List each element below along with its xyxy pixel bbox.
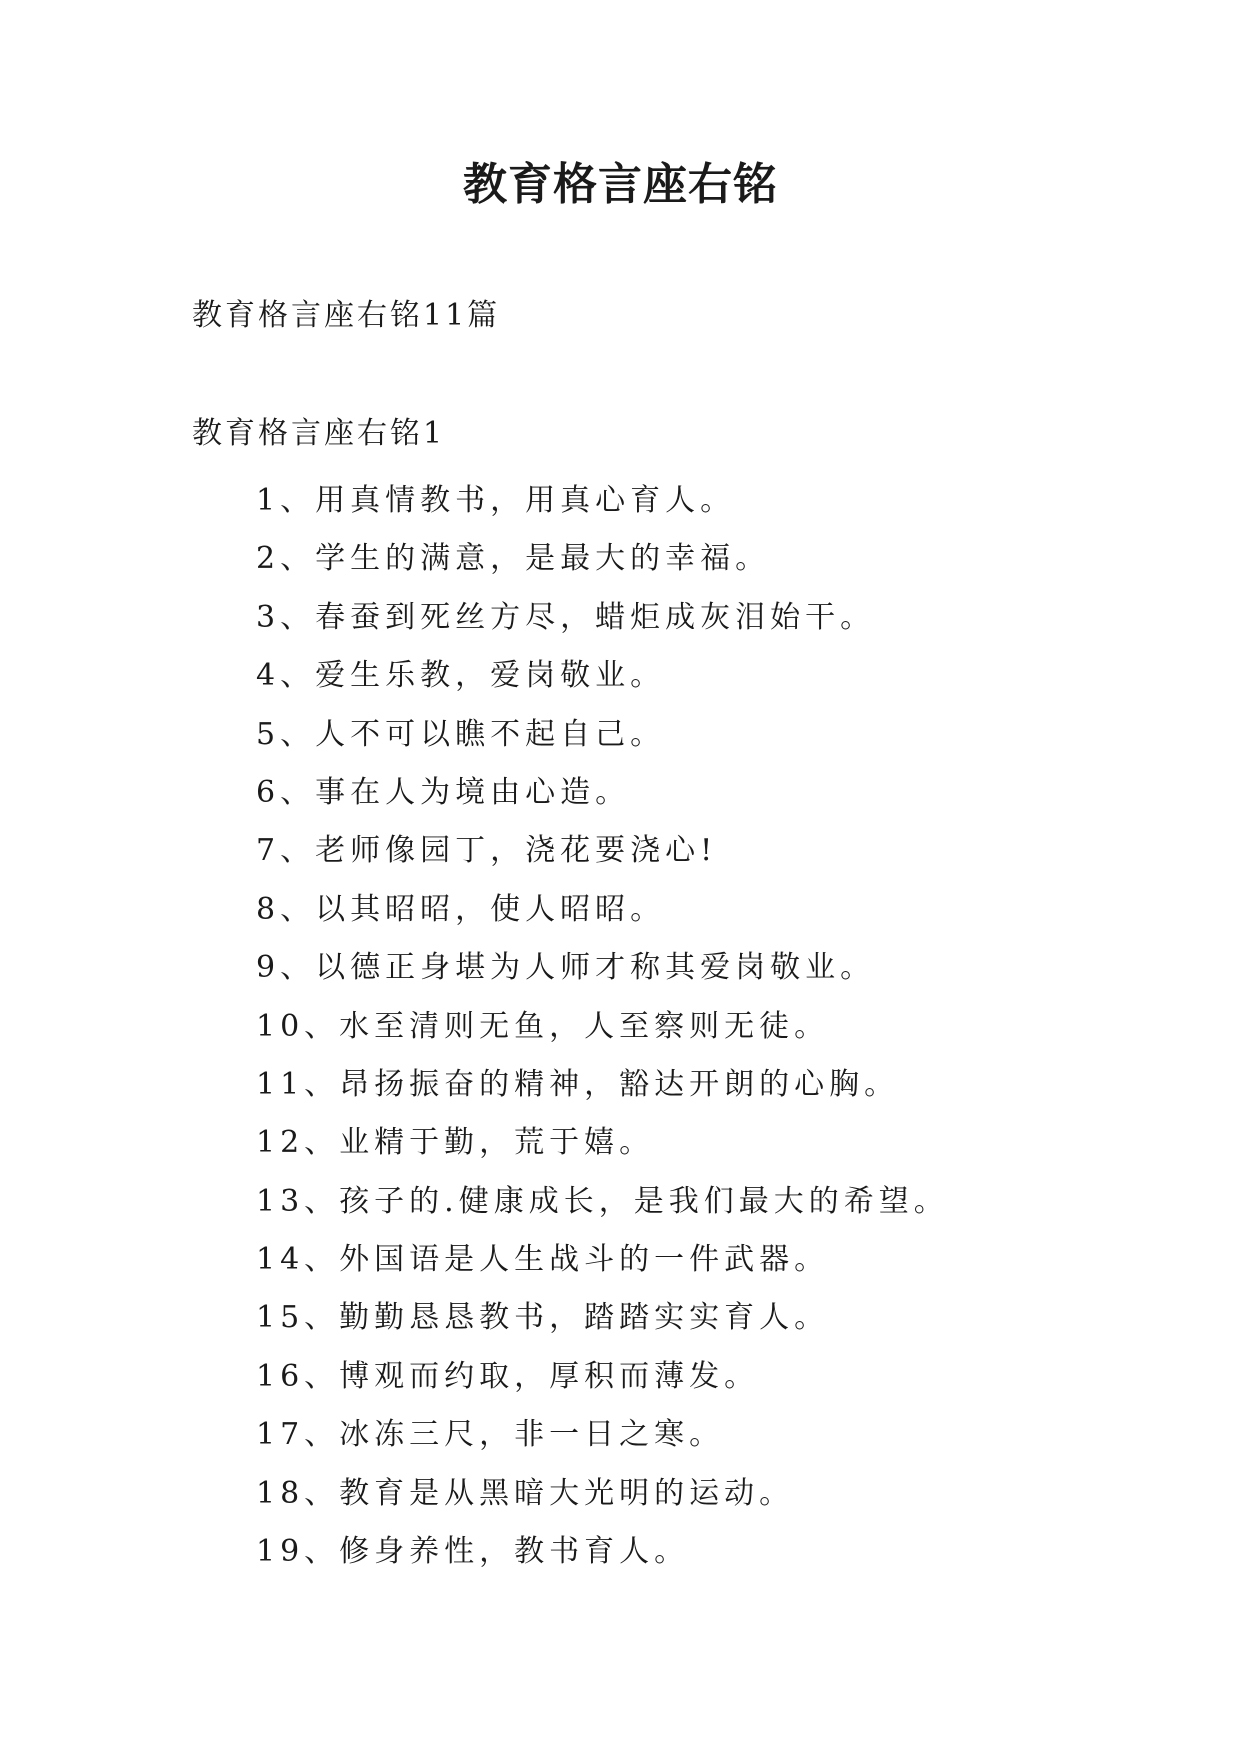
list-item: 14、外国语是人生战斗的一件武器。 — [256, 1242, 830, 1278]
list-item: 19、修身养性，教书育人。 — [256, 1534, 690, 1570]
list-item: 8、以其昭昭，使人昭昭。 — [256, 891, 666, 927]
list-item: 9、以德正身堪为人师才称其爱岗敬业。 — [256, 950, 876, 986]
list-item: 18、教育是从黑暗大光明的运动。 — [256, 1475, 795, 1511]
section-heading: 教育格言座右铭1 — [192, 416, 446, 451]
document-title: 教育格言座右铭 — [463, 159, 778, 210]
list-item: 1、用真情教书，用真心育人。 — [256, 483, 736, 518]
list-item: 17、冰冻三尺，非一日之寒。 — [256, 1417, 725, 1453]
list-item: 15、勤勤恳恳教书，踏踏实实育人。 — [256, 1300, 830, 1336]
motto-list — [256, 472, 949, 1581]
list-item: 11、昂扬振奋的精神，豁达开朗的心胸。 — [256, 1066, 900, 1102]
list-item: 7、老师像园丁，浇花要浇心! — [256, 833, 718, 869]
list-item: 16、博观而约取，厚积而薄发。 — [256, 1358, 760, 1394]
list-item: 5、人不可以瞧不起自己。 — [256, 716, 666, 752]
list-item: 10、水至清则无鱼，人至察则无徒。 — [256, 1008, 830, 1044]
list-item: 4、爱生乐教，爱岗敬业。 — [256, 658, 666, 694]
list-item: 6、事在人为境由心造。 — [256, 774, 631, 810]
list-item: 2、学生的满意，是最大的幸福。 — [256, 541, 771, 577]
list-item: 13、孩子的.健康成长，是我们最大的希望。 — [256, 1183, 949, 1219]
list-item: 3、春蚕到死丝方尽，蜡炬成灰泪始干。 — [256, 599, 876, 635]
list-item: 12、业精于勤，荒于嬉。 — [256, 1125, 655, 1161]
document-subtitle: 教育格言座右铭11篇 — [192, 298, 501, 333]
